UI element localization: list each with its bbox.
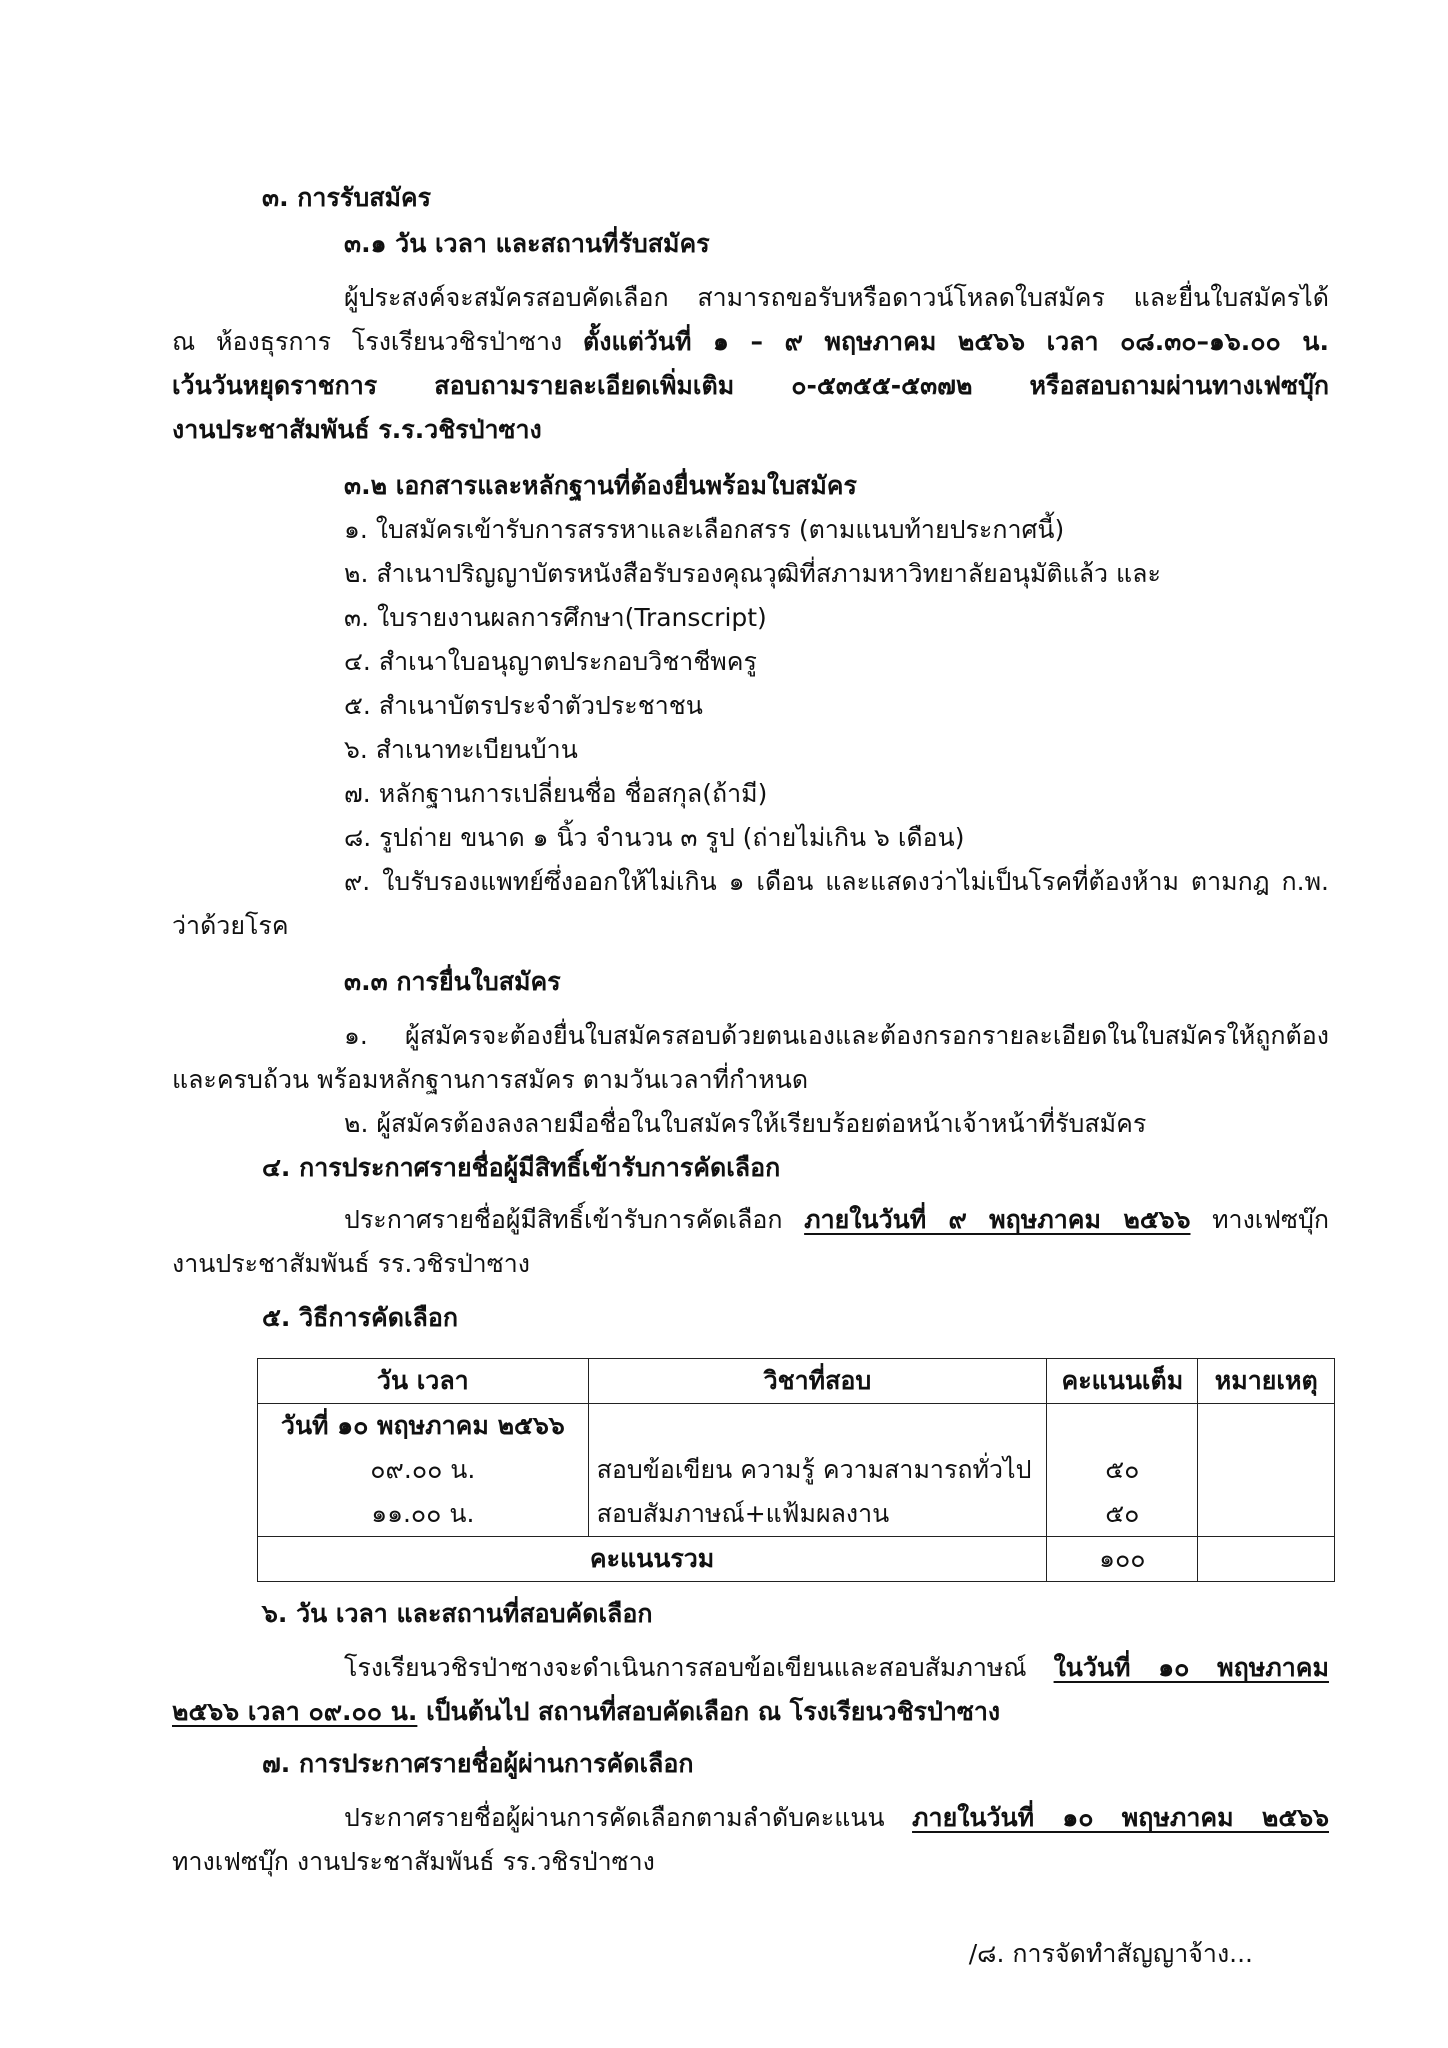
header-subject: วิชาที่สอบ <box>588 1359 1047 1404</box>
section-7-para-line-2: ทางเฟซบุ๊ก งานประชาสัมพันธ์ รร.วชิรป่าซาง <box>172 1847 655 1876</box>
submission-item-1-line-2: และครบถ้วน พร้อมหลักฐานการสมัคร ตามวันเวลาที่กำหนด <box>172 1065 809 1094</box>
submission-item-1-line-1: ๑. ผู้สมัครจะต้องยื่นใบสมัครสอบด้วยตนเองและต้องกรอกรายละเอียดในใบสมัครให้ถูกต้อง <box>344 1021 1329 1050</box>
document-item: ๓. ใบรายงานผลการศึกษา(Transcript) <box>344 603 767 632</box>
selection-schedule-table <box>257 1358 1335 1582</box>
section-6-para-line-2 <box>172 1694 1000 1730</box>
section-5-heading: ๕. วิธีการคัดเลือก <box>262 1303 458 1332</box>
section-3-2-heading: ๓.๒ เอกสารและหลักฐานที่ต้องยื่นพร้อมใบสมัคร <box>344 471 857 500</box>
exam-time-underlined: ๒๕๖๖ เวลา ๐๙.๐๐ น. <box>172 1697 418 1726</box>
document-item: ๗. หลักฐานการเปลี่ยนชื่อ ชื่อสกุล(ถ้ามี) <box>344 779 768 808</box>
section-3-3-heading: ๓.๓ การยื่นใบสมัคร <box>344 967 561 996</box>
datetime-cell <box>258 1404 589 1537</box>
result-date: ภายในวันที่ ๑๐ พฤษภาคม ๒๕๖๖ <box>912 1803 1329 1832</box>
exam-announcement: โรงเรียนวชิรป่าซางจะดำเนินการสอบข้อเขียนและสอบสัมภาษณ์ <box>344 1653 1054 1682</box>
document-item: ๑. ใบสมัครเข้ารับการสรรหาและเลือกสรร (ตามแนบท้ายประกาศนี้) <box>344 515 1065 544</box>
announcement-text: ประกาศรายชื่อผู้มีสิทธิ์เข้ารับการคัดเลือก <box>344 1205 805 1234</box>
section-4-para-line-1 <box>344 1202 1329 1238</box>
submission-item-2: ๒. ผู้สมัครต้องลงลายมือชื่อในใบสมัครให้เรียบร้อยต่อหน้าเจ้าหน้าที่รับสมัคร <box>344 1109 1147 1138</box>
document-item: ๙. ใบรับรองแพทย์ซึ่งออกให้ไม่เกิน ๑ เดือน และแสดงว่าไม่เป็นโรคที่ต้องห้าม ตามกฎ ก.พ. <box>344 867 1329 896</box>
section-3-heading: ๓. การรับสมัคร <box>262 183 432 212</box>
blank-line <box>1055 1404 1189 1448</box>
header-full-score: คะแนนเต็ม <box>1047 1359 1198 1404</box>
document-item: ๘. รูปถ่าย ขนาด ๑ นิ้ว จำนวน ๓ รูป (ถ่ายไม่เกิน ๖ เดือน) <box>344 823 965 852</box>
section-7-para-line-1 <box>344 1800 1329 1836</box>
total-label: คะแนนรวม <box>258 1537 1047 1582</box>
exam-date-underlined: ในวันที่ ๑๐ พฤษภาคม <box>1053 1653 1329 1682</box>
exam-subject: สอบสัมภาษณ์+แฟ้มผลงาน <box>596 1499 890 1528</box>
exam-score: ๕๐ <box>1105 1455 1140 1484</box>
section-3-1-para-line-2 <box>172 324 1329 360</box>
office-location: ณ ห้องธุรการ โรงเรียนวชิรป่าซาง <box>172 327 584 356</box>
result-announcement: ประกาศรายชื่อผู้ผ่านการคัดเลือกตามลำดับคะแนน <box>344 1803 913 1832</box>
exam-subject: สอบข้อเขียน ความรู้ ความสามารถทั่วไป <box>596 1455 1032 1484</box>
table-total-row <box>258 1537 1335 1582</box>
document-item: ๒. สำเนาปริญญาบัตรหนังสือรับรองคุณวุฒิที่สภามหาวิทยาลัยอนุมัติแล้ว และ <box>344 559 1161 588</box>
section-3-1-para-line-4: งานประชาสัมพันธ์ ร.ร.วชิรป่าซาง <box>172 415 542 444</box>
section-6-para-line-1 <box>344 1650 1329 1686</box>
document-item: ๕. สำเนาบัตรประจำตัวประชาชน <box>344 691 703 720</box>
subject-cell <box>588 1404 1047 1537</box>
section-4-para-line-2: งานประชาสัมพันธ์ รร.วชิรป่าซาง <box>172 1249 530 1278</box>
announcement-channel: ทางเฟซบุ๊ก <box>1190 1205 1330 1234</box>
exam-time: ๐๙.๐๐ น. <box>370 1455 476 1484</box>
document-item-continuation: ว่าด้วยโรค <box>172 911 289 940</box>
document-item: ๖. สำเนาทะเบียนบ้าน <box>344 735 578 764</box>
total-remarks <box>1198 1537 1335 1582</box>
header-datetime: วัน เวลา <box>258 1359 589 1404</box>
section-3-1-heading: ๓.๑ วัน เวลา และสถานที่รับสมัคร <box>344 229 710 258</box>
score-cell <box>1047 1404 1198 1537</box>
announcement-date: ภายในวันที่ ๙ พฤษภาคม ๒๕๖๖ <box>804 1205 1191 1234</box>
exam-score: ๕๐ <box>1105 1499 1140 1528</box>
section-7-heading: ๗. การประกาศรายชื่อผู้ผ่านการคัดเลือก <box>262 1749 694 1778</box>
exam-location: เป็นต้นไป สถานที่สอบคัดเลือก ณ โรงเรียนวชิรป่าซาง <box>417 1697 1001 1726</box>
blank-line <box>597 1404 1039 1448</box>
header-remarks: หมายเหตุ <box>1198 1359 1335 1404</box>
exam-date: วันที่ ๑๐ พฤษภาคม ๒๕๖๖ <box>280 1411 565 1440</box>
section-6-heading: ๖. วัน เวลา และสถานที่สอบคัดเลือก <box>262 1599 653 1628</box>
section-4-heading: ๔. การประกาศรายชื่อผู้มีสิทธิ์เข้ารับการคัดเลือก <box>262 1153 781 1182</box>
total-score: ๑๐๐ <box>1047 1537 1198 1582</box>
section-3-1-para-line-1: ผู้ประสงค์จะสมัครสอบคัดเลือก สามารถขอรับหรือดาวน์โหลดใบสมัคร และยื่นใบสมัครได้ <box>344 283 1329 312</box>
table-header-row <box>258 1359 1335 1404</box>
application-period: ตั้งแต่วันที่ ๑ – ๙ พฤษภาคม ๒๕๖๖ เวลา ๐๘.๓๐–๑๖.๐๐ น. <box>583 327 1329 356</box>
document-item: ๔. สำเนาใบอนุญาตประกอบวิชาชีพครู <box>344 647 757 676</box>
exam-time: ๑๑.๐๐ น. <box>371 1499 475 1528</box>
continued-marker: /๘. การจัดทำสัญญาจ้าง... <box>968 1939 1253 1968</box>
section-3-1-para-line-3: เว้นวันหยุดราชการ สอบถามรายละเอียดเพิ่มเติม ๐-๕๓๕๕-๕๓๗๒ หรือสอบถามผ่านทางเฟซบุ๊ก <box>172 371 1329 400</box>
table-row <box>258 1404 1335 1537</box>
remarks-cell <box>1198 1404 1335 1537</box>
